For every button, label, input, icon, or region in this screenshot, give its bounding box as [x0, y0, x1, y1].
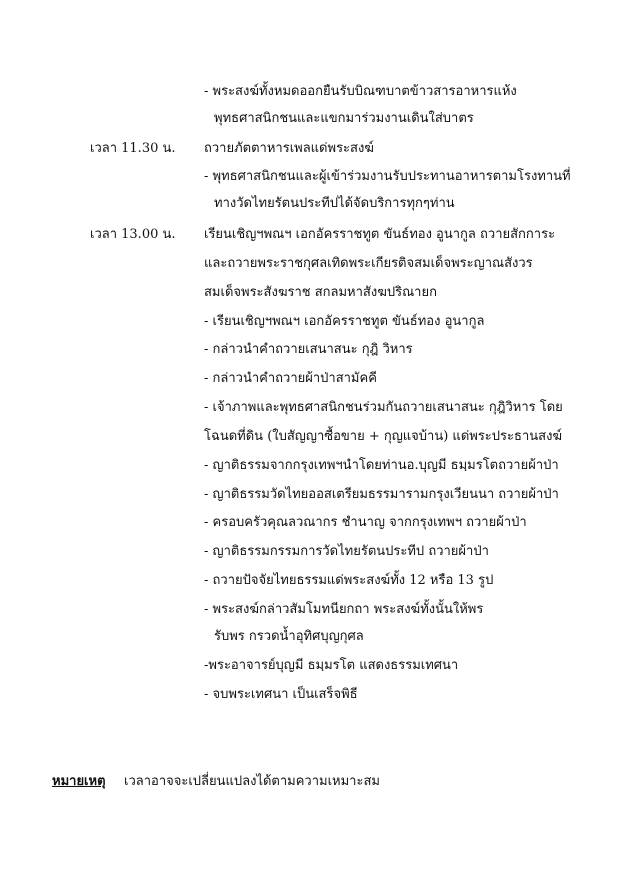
note-label: หมายเหตุ: [52, 774, 106, 789]
schedule-line: - ญาติธรรมจากกรุงเทพฯนำโดยท่านอ.บุญมี ธมฺมรโตถวายผ้าป่า: [204, 458, 559, 473]
schedule-line: - เจ้าภาพและพุทธศาสนิกชนร่วมกันถวายเสนาสนะ กุฎิวิหาร โดย: [204, 400, 563, 415]
schedule-line: - เรียนเชิญฯพณฯ เอกอัครราชทูต ขันธ์ทอง อูนากูล: [204, 314, 485, 329]
schedule-line: - พุทธศาสนิกชนและผู้เข้าร่วมงานรับประทานอาหารตามโรงทานที่: [204, 169, 571, 184]
schedule-line: และถวายพระราชกุศลเทิดพระเกียรติจสมเด็จพระญาณสังวร: [204, 256, 533, 271]
note-text: เวลาอาจจะเปลี่ยนแปลงได้ตามความเหมาะสม: [124, 774, 380, 789]
schedule-line: ถวายภัตตาหารเพลแด่พระสงฆ์: [204, 141, 374, 156]
schedule-line: - พระสงฆ์ทั้งหมดออกยืนรับบิณฑบาตข้าวสารอาหารแห้ง: [204, 84, 517, 99]
schedule-line: - กล่าวนำคำถวายเสนาสนะ กุฎิ วิหาร: [204, 342, 413, 357]
time-label: เวลา 13.00 น.: [90, 227, 176, 242]
schedule-line: - ญาติธรรมกรรมการวัดไทยรัตนประทีป ถวายผ้าป่า: [204, 544, 489, 559]
schedule-line: ทางวัดไทยรัตนประทีปได้จัดบริการทุกๆท่าน: [214, 196, 455, 211]
schedule-line: สมเด็จพระสังฆราช สกลมหาสังฆปริณายก: [204, 285, 437, 300]
schedule-line: เรียนเชิญฯพณฯ เอกอัครราชทูต ขันธ์ทอง อูนากูล ถวายสักการะ: [204, 227, 556, 242]
schedule-line: พุทธศาสนิกชนและแขกมาร่วมงานเดินใส่บาตร: [214, 111, 474, 126]
schedule-line: - ครอบครัวคุณลวณากร ชำนาญ จากกรุงเทพฯ ถวายผ้าป่า: [204, 515, 527, 530]
schedule-line: รับพร กรวดน้ำอุทิศบุญกุศล: [214, 629, 364, 644]
schedule-line: - จบพระเทศนา เป็นเสร็จพิธี: [204, 687, 358, 702]
schedule-line: -พระอาจารย์บุญมี ธมฺมรโต แสดงธรรมเทศนา: [204, 658, 459, 673]
time-label: เวลา 11.30 น.: [90, 141, 176, 156]
schedule-line: โฉนดที่ดิน (ใบสัญญาซื้อขาย + กุญแจบ้าน) แด่พระประธานสงฆ์: [204, 429, 563, 444]
schedule-line: - ญาติธรรมวัดไทยออสเตรียมธรรมารามกรุงเวียนนา ถวายผ้าป่า: [204, 487, 559, 502]
schedule-line: - พระสงฆ์กล่าวสัมโมทนียกถา พระสงฆ์ทั้งนั้นให้พร: [204, 602, 484, 617]
schedule-line: - กล่าวนำคำถวายผ้าป่าสามัคคี: [204, 371, 377, 386]
schedule-line: - ถวายปัจจัยไทยธรรมแด่พระสงฆ์ทั้ง 12 หรือ 13 รูป: [204, 573, 494, 588]
